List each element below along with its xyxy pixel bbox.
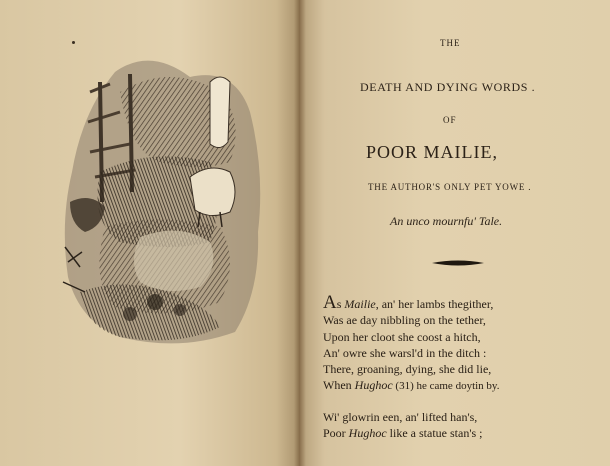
page-speck <box>72 41 75 44</box>
verse-line: An' owre she warsl'd in the ditch : <box>323 345 487 360</box>
title-tale: An unco mournfu' Tale. <box>390 214 503 228</box>
title-death-words: DEATH AND DYING WORDS . <box>360 80 536 94</box>
verse-line: There, groaning, dying, she did lie, <box>323 362 492 377</box>
right-page <box>300 0 610 466</box>
verse-stanza-2 <box>323 409 482 442</box>
left-page <box>0 0 300 466</box>
title-poor-mailie: POOR MAILIE, <box>366 142 498 162</box>
verse-line: Was ae day nibbling on the tether, <box>323 313 486 328</box>
title-the: THE <box>440 38 461 48</box>
verse-line: Poor Hughoc like a statue stan's ; <box>323 426 483 441</box>
verse-stanza-1 <box>323 292 500 394</box>
verse-line: As Mailie, an' her lambs thegither, <box>323 292 494 313</box>
verse-line: When Hughoc (31) he came doytin by. <box>323 378 500 393</box>
title-authors-yowe: THE AUTHOR'S ONLY PET YOWE . <box>368 182 532 192</box>
verse-line: Wi' glowrin een, an' lifted han's, <box>323 410 478 424</box>
engraving-sheep-icon <box>60 52 265 352</box>
verse-line: Upon her cloot she coost a hitch, <box>323 329 481 344</box>
ornament-rule-icon <box>432 258 484 268</box>
title-of: OF <box>443 115 457 125</box>
book-gutter <box>294 0 306 466</box>
